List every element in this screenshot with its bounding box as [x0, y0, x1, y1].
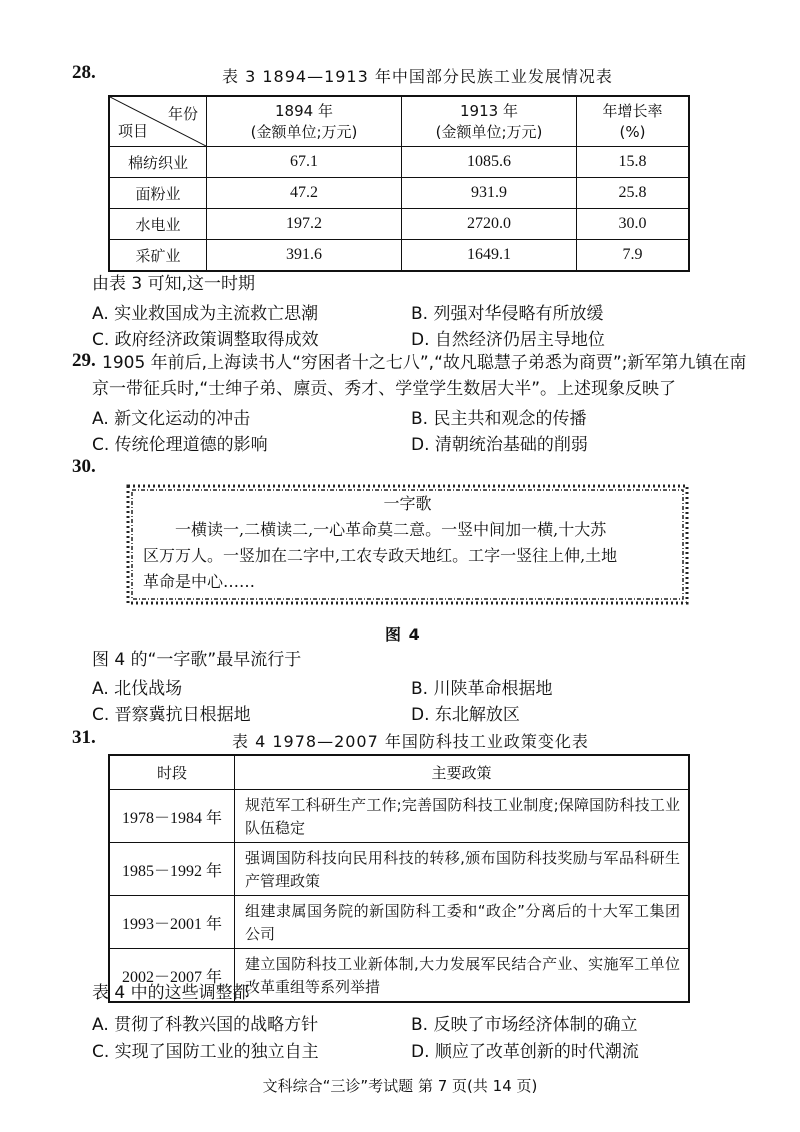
row-period: 2002－2007 年	[109, 949, 235, 1003]
q29-option-c[interactable]: C. 传统伦理道德的影响	[92, 435, 268, 455]
q30-option-c[interactable]: C. 晋察冀抗日根据地	[92, 705, 251, 725]
row-rate: 15.8	[577, 147, 690, 178]
header-growth-rate	[577, 96, 690, 147]
q31-option-a[interactable]: A. 贯彻了科教兴国的战略方针	[92, 1015, 319, 1035]
table-3-corner-header	[109, 96, 207, 147]
q28-option-d[interactable]: D. 自然经济仍居主导地位	[411, 330, 605, 350]
row-policy: 强调国防科技向民用科技的转移,颁布国防科技奖励与军品科研生产管理政策	[235, 843, 690, 896]
q28-option-b[interactable]: B. 列强对华侵略有所放缓	[411, 304, 604, 324]
table-row	[109, 209, 689, 240]
row-1913: 1649.1	[402, 240, 577, 272]
q31-option-c[interactable]: C. 实现了国防工业的独立自主	[92, 1042, 319, 1062]
row-1894: 67.1	[207, 147, 402, 178]
row-1913: 931.9	[402, 178, 577, 209]
q31-option-b[interactable]: B. 反映了市场经济体制的确立	[411, 1015, 638, 1035]
table-row	[109, 896, 689, 949]
table-row	[109, 790, 689, 843]
row-policy: 组建隶属国务院的新国防科工委和“政企”分离后的十大军工集团公司	[235, 896, 690, 949]
row-1894: 197.2	[207, 209, 402, 240]
table-row	[109, 843, 689, 896]
question-number-30: 30.	[72, 456, 96, 477]
question-number-31: 31.	[72, 727, 96, 748]
row-period: 1985－1992 年	[109, 843, 235, 896]
q30-option-d[interactable]: D. 东北解放区	[411, 705, 520, 725]
row-item: 面粉业	[109, 178, 207, 209]
header-item: 项目	[118, 122, 149, 140]
row-policy: 规范军工科研生产工作;完善国防科技工业制度;保障国防科技工业队伍稳定	[235, 790, 690, 843]
row-1913: 1085.6	[402, 147, 577, 178]
q28-stem: 由表 3 可知,这一时期	[92, 274, 256, 294]
page-footer: 文科综合“三诊”考试题 第 7 页(共 14 页)	[262, 1077, 538, 1095]
q31-stem: 表 4 中的这些调整都	[92, 983, 250, 1003]
header-period: 时段	[109, 755, 235, 790]
row-item: 棉纺织业	[109, 147, 207, 178]
poem-box	[125, 483, 690, 606]
header-1913-year: 1913 年	[460, 101, 518, 120]
q28-option-c[interactable]: C. 政府经济政策调整取得成效	[92, 330, 319, 350]
q29-stem-line-1: 1905 年前后,上海读书人“穷困者十之七八”,“故凡聪慧子弟悉为商贾”;新军第九镇在南	[102, 353, 747, 373]
question-number-29: 29.	[72, 350, 96, 371]
row-policy: 建立国防科技工业新体制,大力发展军民结合产业、实施军工单位改革重组等系列举措	[235, 949, 690, 1003]
q30-option-a[interactable]: A. 北伐战场	[92, 679, 183, 699]
row-period: 1993－2001 年	[109, 896, 235, 949]
header-1913-unit: (金额单位;万元)	[435, 122, 543, 141]
row-rate: 7.9	[577, 240, 690, 272]
table-row	[109, 147, 689, 178]
header-1894-unit: (金额单位;万元)	[250, 122, 358, 141]
table-4	[108, 754, 690, 1003]
header-1894	[207, 96, 402, 147]
q29-option-d[interactable]: D. 清朝统治基础的削弱	[411, 435, 588, 455]
row-rate: 30.0	[577, 209, 690, 240]
header-growth-rate-unit: (%)	[619, 122, 646, 141]
table-row	[109, 240, 689, 272]
row-item: 水电业	[109, 209, 207, 240]
row-rate: 25.8	[577, 178, 690, 209]
q30-option-b[interactable]: B. 川陕革命根据地	[411, 679, 553, 699]
poem-line-2: 区万万人。一竖加在二字中,工农专政天地红。工字一竖往上伸,土地	[143, 546, 618, 565]
row-1894: 47.2	[207, 178, 402, 209]
header-1913	[402, 96, 577, 147]
q29-option-b[interactable]: B. 民主共和观念的传播	[411, 409, 587, 429]
poem-line-1: 一横读一,二横读二,一心革命莫二意。一竖中间加一横,十大苏	[175, 520, 607, 539]
table-3-caption: 表 3 1894—1913 年中国部分民族工业发展情况表	[222, 67, 613, 86]
question-number-28: 28.	[72, 62, 96, 83]
poem-line-3: 革命是中心……	[143, 572, 256, 591]
q28-option-a[interactable]: A. 实业救国成为主流救亡思潮	[92, 304, 319, 324]
header-year: 年份	[167, 105, 198, 123]
q31-option-d[interactable]: D. 顺应了改革创新的时代潮流	[411, 1042, 639, 1062]
header-growth-rate-label: 年增长率	[602, 101, 663, 120]
poem-content	[143, 491, 672, 595]
table-3	[108, 95, 690, 272]
header-policy: 主要政策	[235, 755, 690, 790]
figure-4-label: 图 4	[385, 625, 421, 644]
poem-title: 一字歌	[383, 494, 432, 513]
q30-stem: 图 4 的“一字歌”最早流行于	[92, 650, 302, 670]
row-1894: 391.6	[207, 240, 402, 272]
row-item: 采矿业	[109, 240, 207, 272]
q29-option-a[interactable]: A. 新文化运动的冲击	[92, 409, 251, 429]
header-1894-year: 1894 年	[275, 101, 333, 120]
row-period: 1978－1984 年	[109, 790, 235, 843]
table-4-caption: 表 4 1978—2007 年国防科技工业政策变化表	[232, 732, 589, 751]
row-1913: 2720.0	[402, 209, 577, 240]
table-row	[109, 178, 689, 209]
q29-stem-line-2: 京一带征兵时,“士绅子弟、廪贡、秀才、学堂学生数居大半”。上述现象反映了	[92, 379, 677, 399]
